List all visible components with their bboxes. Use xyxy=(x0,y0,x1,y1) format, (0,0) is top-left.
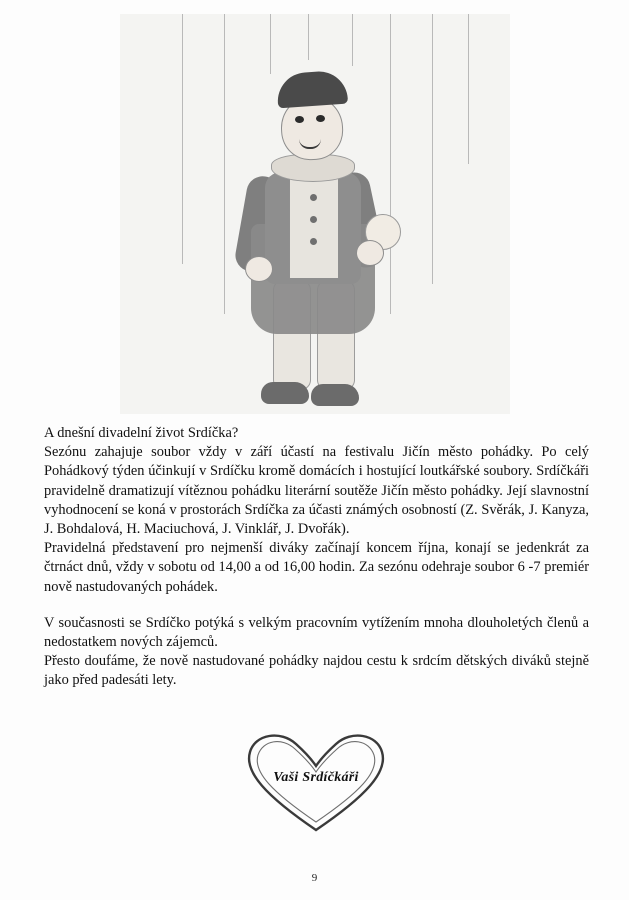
puppet-right-hand xyxy=(356,240,384,266)
puppet-right-eye xyxy=(316,115,325,122)
marionette-string xyxy=(432,14,433,284)
signature-text: Vaši Srdíčkáři xyxy=(273,770,359,785)
marionette-string xyxy=(468,14,469,164)
puppet-left-eye xyxy=(295,116,304,123)
puppet-right-shoe xyxy=(311,384,359,406)
puppet-photograph xyxy=(120,14,510,414)
body-text xyxy=(44,424,589,691)
puppet-left-shoe xyxy=(261,382,309,404)
puppet-vest xyxy=(289,176,339,278)
marionette-figure xyxy=(215,44,425,404)
paragraph-season: Sezónu zahajuje soubor vždy v září účastí na festivalu Jičín město pohádky. Po celý Pohádkový týden účinkují v Srdíčku kromě domácích i hostující loutkářské soubory. Srdíčkáři pravidelně dramatizují vítěznou pohádku literární soutěže Jičín město pohádky. Její slavnostní vyhodnocení se koná v prostorách Srdíčka za účasti známých osobností (Z. Svěrák, J. Kanyza, J. Bohdalová, H. Maciuchová, J. Vinklář, J. Dvořák). xyxy=(44,444,589,538)
page-number: 9 xyxy=(311,872,318,884)
paragraph-closing: Přesto doufáme, že nově nastudované pohádky najdou cestu k srdcím dětských diváků stejně jako před padesáti lety. xyxy=(44,653,589,689)
puppet-button xyxy=(310,194,317,201)
marionette-string xyxy=(182,14,183,264)
puppet-hat xyxy=(276,70,348,109)
paragraph-question: A dnešní divadelní život Srdíčka? xyxy=(44,425,239,441)
heart-signature xyxy=(236,726,396,838)
paragraph-performances: Pravidelná představení pro nejmenší diváky začínají koncem října, konají se jedenkrát za čtrnáct dnů, vždy v sobotu od 14,00 a od 16,00 hodin. Za sezónu odehraje soubor 6 -7 premiér nově nastudovaných pohádek. xyxy=(44,540,589,595)
puppet-button xyxy=(310,216,317,223)
puppet-left-hand xyxy=(245,256,273,282)
paragraph-current-state: V současnosti se Srdíčko potýká s velkým pracovním vytížením mnoha dlouholetých členů a nedostatkem nových zájemců. xyxy=(44,614,589,651)
puppet-button xyxy=(310,238,317,245)
paragraph-spacer xyxy=(44,597,589,614)
